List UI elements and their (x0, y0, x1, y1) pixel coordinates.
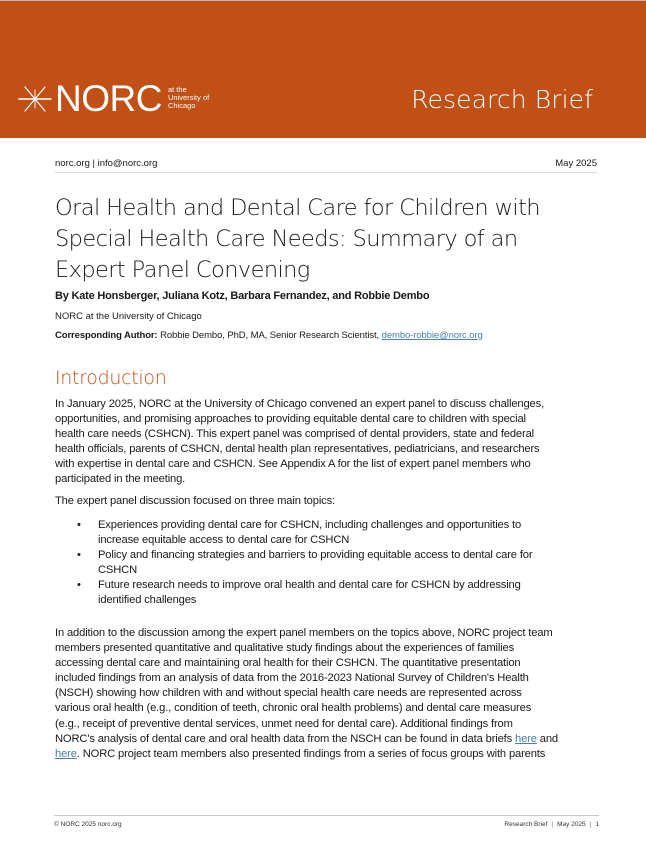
text-line: with expertise in dental care and CSHCN. See Appendix A for the list of expert panel members who (55, 458, 531, 471)
text-line: (e.g., receipt of preventive dental services, unmet need for dental care). Additional findings from (55, 717, 513, 730)
document-title (55, 193, 595, 286)
text-line: health officials, parents of CSHCN, dental health plan representatives, pediatricians, and researchers (55, 443, 540, 456)
footer-doc-type: Research Brief (504, 821, 548, 828)
bullet-icon: • (77, 549, 81, 562)
logo-subtitle-line: at the (167, 85, 187, 94)
list-item (55, 578, 600, 608)
text-line: participated in the meeting. (55, 473, 186, 486)
corresponding-author-label: Corresponding Author: (55, 330, 158, 341)
text-line: Policy and financing strategies and barriers to providing equitable access to dental care for (98, 549, 533, 562)
logo-subtitle (168, 86, 209, 110)
footer-copyright: © NORC 2025 norc.org (54, 821, 122, 828)
text-line: included findings from an analysis of data from the 2016-2023 National Survey of Children's Health (55, 672, 529, 685)
text-line: In addition to the discussion among the expert panel members on the topics above, NORC project team (55, 627, 553, 639)
text-line: (NSCH) showing how children with and without special health care needs are represented across (55, 687, 522, 700)
text-line: identified challenges (98, 594, 197, 607)
contact-bar (55, 158, 597, 173)
text-line: increase equitable access to dental care for CSHCN (98, 534, 350, 547)
affiliation: NORC at the University of Chicago (55, 311, 202, 322)
text-line: opportunities, and promising approaches to providing equitable dental care to children with special (55, 413, 526, 426)
footer-page-info (504, 821, 599, 828)
text-line: members presented quantitative and qualitative study findings about the experiences of families (55, 642, 515, 655)
title-line: Special Health Care Needs: Summary of an (55, 226, 518, 252)
title-line: Expert Panel Convening (55, 257, 310, 283)
bullet-icon: • (77, 519, 81, 531)
intro-paragraph-2: The expert panel discussion focused on three main topics: (55, 495, 336, 507)
text-line: various oral health (e.g., condition of teeth, chronic oral health problems) and dental care measures (55, 702, 532, 715)
text-line: CSHCN (98, 564, 138, 577)
data-brief-link-1[interactable]: here (515, 732, 537, 745)
text-line: In January 2025, NORC at the University of Chicago convened an expert panel to discuss challenges, (55, 398, 545, 410)
page-footer (54, 815, 599, 828)
intro-paragraph-1 (55, 397, 600, 488)
text-fragment: NORC's analysis of dental care and oral health data from the NSCH can be found in data briefs (55, 732, 516, 745)
authors: By Kate Honsberger, Juliana Kotz, Barbara Fernandez, and Robbie Dembo (55, 290, 430, 302)
text-line (55, 732, 600, 747)
text-line: accessing dental care and maintaining oral health for their CSHCN. The quantitative presentation (55, 657, 521, 670)
title-line: Oral Health and Dental Care for Children with (55, 195, 540, 221)
publication-date: May 2025 (555, 158, 597, 169)
text-line: Experiences providing dental care for CSHCN, including challenges and opportunities to (98, 519, 522, 531)
text-fragment: and (536, 732, 559, 745)
page-number: 1 (595, 821, 599, 828)
list-item (55, 548, 600, 578)
contact-links[interactable]: norc.org | info@norc.org (55, 158, 158, 169)
list-item (55, 518, 600, 548)
logo-subtitle-line: University of (167, 93, 210, 102)
text-line: health care needs (CSHCN). This expert panel was comprised of dental providers, state and federal (55, 428, 534, 441)
publication-type: Research Brief (411, 85, 593, 114)
logo-wordmark: NORC (55, 78, 162, 119)
footer-separator: | (589, 821, 592, 828)
topics-list (55, 518, 600, 609)
header-banner (0, 0, 646, 138)
text-line: Future research needs to improve oral health and dental care for CSHCN by addressing (98, 579, 521, 592)
star-burst-icon (18, 82, 52, 116)
norc-logo[interactable] (18, 78, 210, 119)
footer-date: May 2025 (557, 821, 586, 828)
corresponding-author (55, 330, 483, 341)
data-brief-link-2[interactable]: here (55, 747, 77, 760)
intro-paragraph-3 (55, 626, 600, 762)
section-heading-introduction: Introduction (55, 367, 167, 389)
text-line (55, 747, 600, 762)
logo-subtitle-line: Chicago (167, 101, 196, 110)
bullet-icon: • (77, 579, 81, 592)
corresponding-email-link[interactable]: dembo-robbie@norc.org (381, 330, 483, 341)
text-fragment: . NORC project team members also presented findings from a series of focus groups with parents (76, 747, 546, 760)
corresponding-author-text: Robbie Dembo, PhD, MA, Senior Research Scientist, (157, 330, 382, 341)
footer-separator: | (551, 821, 554, 828)
